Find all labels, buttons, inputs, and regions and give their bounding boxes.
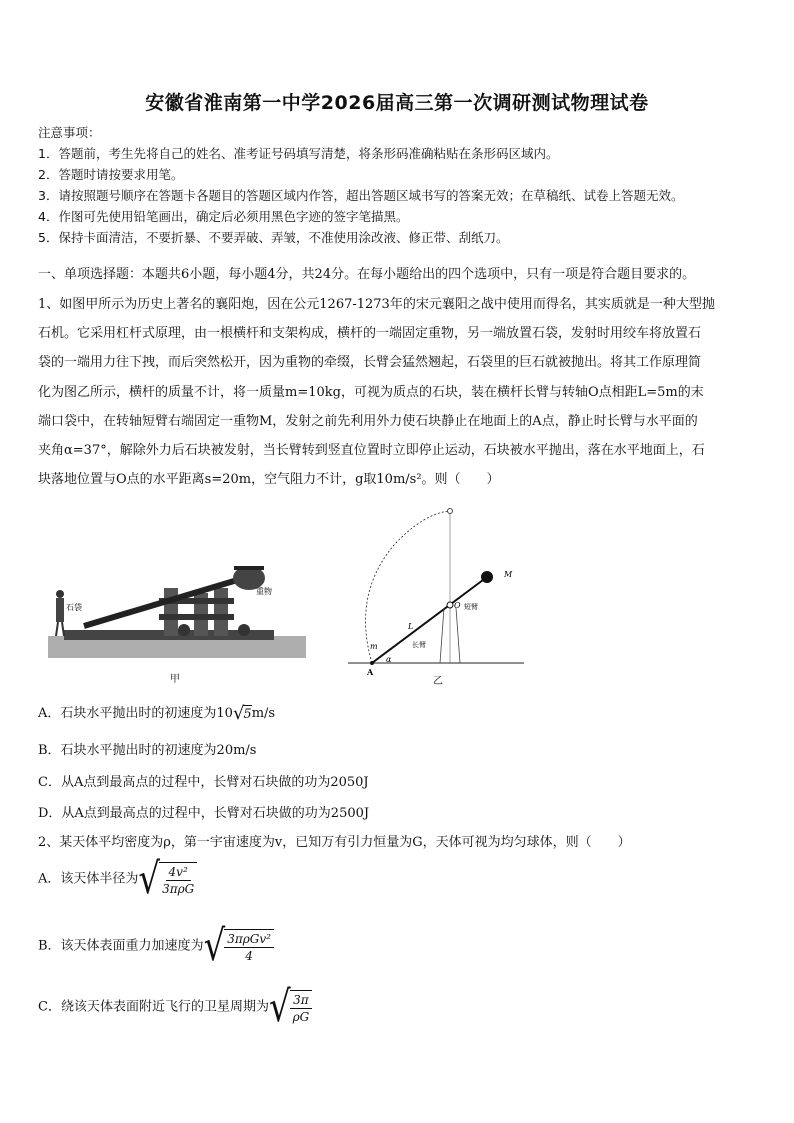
lever-diagram xyxy=(344,505,524,677)
stem-line: 夹角α=37°，解除外力后石块被发射，当长臂转到竖直位置时立即停止运动，石块被水平抛出，落在水平地面上，石 xyxy=(38,443,705,459)
notice-item: 5．保持卡面清洁，不要折暴、不要弄破、弄皱，不准使用涂改液、修正带、刮纸刀。 xyxy=(38,230,509,245)
sqrt-sign: √ 5 xyxy=(232,702,252,724)
label-A: A xyxy=(367,667,374,677)
notice-heading: 注意事项： xyxy=(38,125,101,140)
label-O: O xyxy=(454,601,461,610)
figure-caption-a: 甲 xyxy=(170,674,180,685)
stem-line: 石机。它采用杠杆式原理，由一根横杆和支架构成，横杆的一端固定重物，另一端放置石袋，发射时用绞车将放置石 xyxy=(38,326,702,342)
sqrt-sign: √ $\frac{\text{4v²}}{\text{3πρG}}$ xyxy=(138,862,197,896)
stem-line: 袋的一端用力往下拽，而后突然松开，因为重物的牵缀，长臂会猛然翘起，石袋里的巨石就被抛出。将其工作原理简 xyxy=(38,355,702,371)
notice-item: 2．答题时请按要求用笔。 xyxy=(38,167,184,182)
notice-item: 4．作图可先使用铅笔画出，确定后必须用黑色字迹的签字笔描黑。 xyxy=(38,209,409,224)
sqrt-sign: √ $\frac{\text{3πρGv²}}{4}$ xyxy=(204,929,274,963)
label-alpha: α xyxy=(386,655,392,664)
label-L: L xyxy=(408,622,414,631)
question-2-stem: 2、某天体平均密度为ρ，第一宇宙速度为v，已知万有引力恒量为G，天体可视为均匀球体，则（ ） xyxy=(38,835,631,850)
question-1-stem xyxy=(38,290,760,494)
stem-line: 1、如图甲所示为历史上著名的襄阳炮，因在公元1267-1273年的宋元襄阳之战中使用而得名，其实质就是一种大型抛 xyxy=(38,297,715,312)
stem-line: 端口袋中，在转轴短臂右端固定一重物M，发射之前先利用外力使石块静止在地面上的A点，静止时长臂与水平面的 xyxy=(38,413,698,429)
figure-caption-b: 乙 xyxy=(433,676,443,687)
label-m: m xyxy=(370,642,378,651)
stem-line: 化为图乙所示，横杆的质量不计，将一质量m=10kg，可视为质点的石块，装在横杆长臂与转轴O点相距L=5m的末 xyxy=(38,384,704,400)
label-short-arm: 短臂 xyxy=(464,603,478,611)
page-title: 安徽省淮南第一中学2026届高三第一次调研测试物理试卷 xyxy=(145,92,649,114)
option-b: B．石块水平抛出时的初速度为20m/s xyxy=(38,743,257,758)
notice-item: 1．答题前，考生先将自己的姓名、准考证号码填写清楚，将条形码准确粘贴在条形码区域内。 xyxy=(38,146,559,161)
option-c: C．从A点到最高点的过程中，长臂对石块做的功为2050J xyxy=(38,775,369,790)
label-long-arm: 长臂 xyxy=(412,641,426,649)
label-weight: 重物 xyxy=(256,587,272,596)
label-M: M xyxy=(504,570,513,579)
label-stone-bag: 石袋 xyxy=(66,603,82,612)
option-d: D．从A点到最高点的过程中，长臂对石块做的功为2500J xyxy=(38,806,370,821)
stem-line: 块落地位置与O点的水平距离s=20m，空气阻力不计，g取10m/s²。则（ ） xyxy=(38,472,500,488)
section-heading: 一、单项选择题：本题共6小题，每小题4分，共24分。在每小题给出的四个选项中，只有一项是符合题目要求的。 xyxy=(38,267,696,282)
q2-option-c: C．绕该天体表面附近飞行的卫星周期为 √ $\frac{3\pi}{\rho G}$ xyxy=(38,990,312,1024)
q2-option-b: B．该天体表面重力加速度为 √ $\frac{\text{3πρGv²}}{4}$ xyxy=(38,929,274,963)
q2-option-a: A．该天体半径为 √ $\frac{\text{4v²}}{\text{3πρG}}$ xyxy=(38,862,197,896)
sqrt-sign: √ $\frac{3\pi}{\rho G}$ xyxy=(269,990,312,1024)
option-a: A．石块水平抛出时的初速度为10 √ 5 m/s xyxy=(38,702,276,724)
notice-item: 3．请按照题号顺序在答题卡各题目的答题区域内作答，超出答题区域书写的答案无效；在草稿纸、试卷上答题无效。 xyxy=(38,188,684,203)
trebuchet-illustration xyxy=(44,548,310,668)
notice-block xyxy=(38,122,758,248)
